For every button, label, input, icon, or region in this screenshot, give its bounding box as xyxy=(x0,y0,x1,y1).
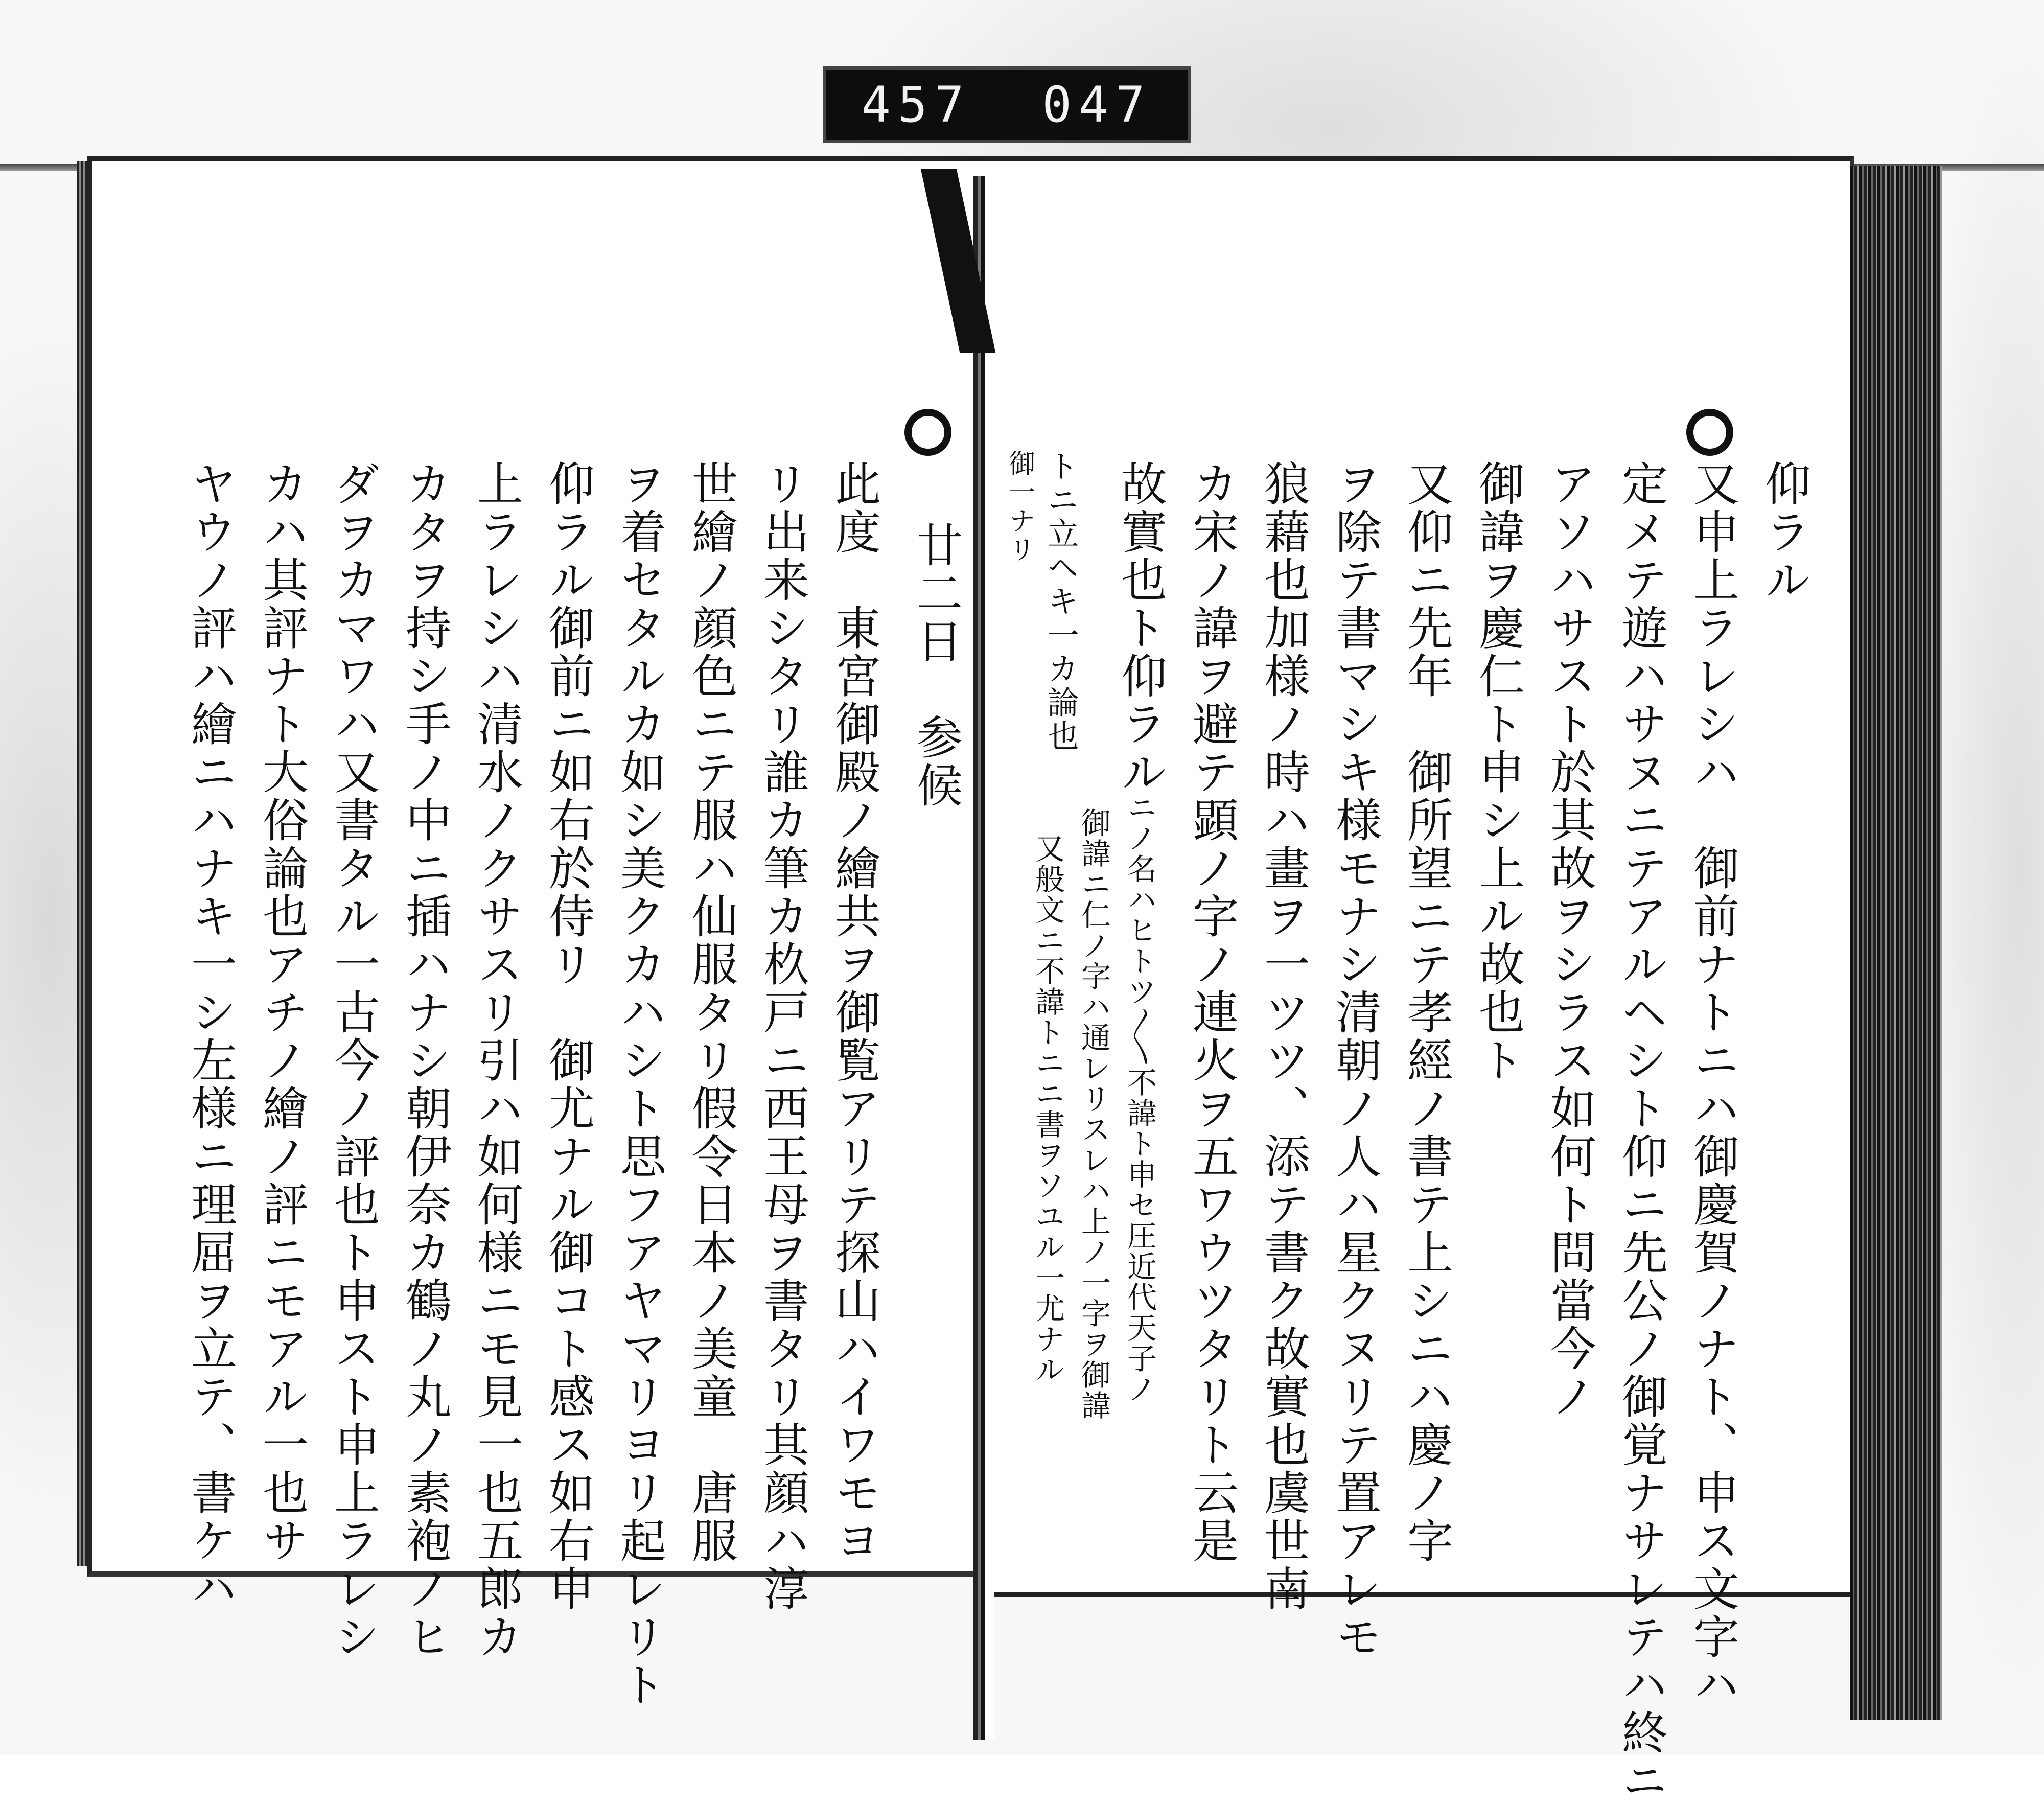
right-col-3: 定メテ遊ハサヌニテアルヘシト仰ニ先公ノ御覚ナサレテハ終ニ xyxy=(1614,460,1667,1805)
right-col-11: トニ立ヘキ一カ論也 xyxy=(1042,450,1079,753)
right-note-3: 又般文ニ不諱トニニ書ヲソユル一尤ナル xyxy=(1030,833,1065,1385)
left-col-7: 上ラレシハ清水ノクサスリ引ハ如何様ニモ見一也五郎カ xyxy=(469,460,523,1661)
right-col-12: 御一ナリ xyxy=(1004,450,1035,564)
right-col-4: アソハサスト於其故ヲシラス如何ト問當今ノ xyxy=(1542,460,1596,1421)
left-col-11: ヤウノ評ハ繪ニハナキ一シ左様ニ理屈ヲ立テ、書ケハ xyxy=(183,460,237,1613)
right-page-stack-edge xyxy=(1850,166,1942,1720)
right-col-5: 御諱ヲ慶仁ト申シ上ル故也ト xyxy=(1471,460,1524,1084)
left-col-2: 此度 東宮御殿ノ繪共ヲ御覧アリテ探山ハイワモヨ xyxy=(827,460,880,1565)
right-col-10: 故實也ト仰ラル xyxy=(1113,460,1167,796)
reference-number-right: 047 xyxy=(1042,76,1152,133)
section-marker-circle xyxy=(1686,409,1733,456)
left-col-10: カハ其評ナト大俗論也アチノ繪ノ評ニモアル一也サ xyxy=(254,460,308,1565)
reference-number-left: 457 xyxy=(861,76,971,133)
reference-number-label xyxy=(823,66,1191,143)
left-col-3: リ出来シタリ誰カ筆カ杦戸ニ西王母ヲ書タリ其顔ハ淳 xyxy=(755,460,809,1613)
left-col-4: 世繪ノ顔色ニテ服ハ仙服タリ假令日本ノ美童 唐服 xyxy=(684,460,737,1565)
section-marker-circle-left xyxy=(904,409,951,456)
left-col-5: ヲ着セタルカ如シ美クカハシト思フアヤマリヨリ起レリト xyxy=(612,460,666,1709)
left-col-6: 仰ラル御前ニ如右於侍リ 御尤ナル御コト感ス如右申 xyxy=(541,460,594,1613)
book-gutter xyxy=(973,176,994,1740)
right-note-1: ニノ名ハヒトツ〳〵不諱ト申セ圧近代天子ノ xyxy=(1122,792,1157,1404)
right-col-8: 狼藉也加様ノ時ハ畫ヲ一ツツ、添テ書ク故實也虞世南 xyxy=(1256,460,1310,1613)
right-col-2: 又申上ラレシハ 御前ナトニハ御慶賀ノナト、申ス文字ハ xyxy=(1685,460,1739,1709)
right-note-2: 御諱ニ仁ノ字ハ通レリスレハ上ノ一字ヲ御諱 xyxy=(1076,807,1111,1421)
right-col-6: 又仰ニ先年 御所望ニテ孝經ノ書テ上シニハ慶ノ字 xyxy=(1399,460,1453,1565)
left-col-9: ダヲカマワハ又書タル一古今ノ評也ト申スト申上ラレシ xyxy=(326,460,380,1661)
right-col-9: カ宋ノ諱ヲ避テ顕ノ字ノ連火ヲ五ワウツタリト云是 xyxy=(1184,460,1238,1565)
left-col-1: 廿二日 参候 xyxy=(909,521,962,809)
right-col-1: 仰ラル xyxy=(1757,460,1810,604)
left-col-8: カタヲ持シ手ノ中ニ插ハナシ朝伊奈カ鶴ノ丸ノ素袍ノヒ xyxy=(398,460,451,1661)
right-col-7: ヲ除テ書マシキ様モナシ清朝ノ人ハ星クヌリテ置アレモ xyxy=(1328,460,1381,1661)
